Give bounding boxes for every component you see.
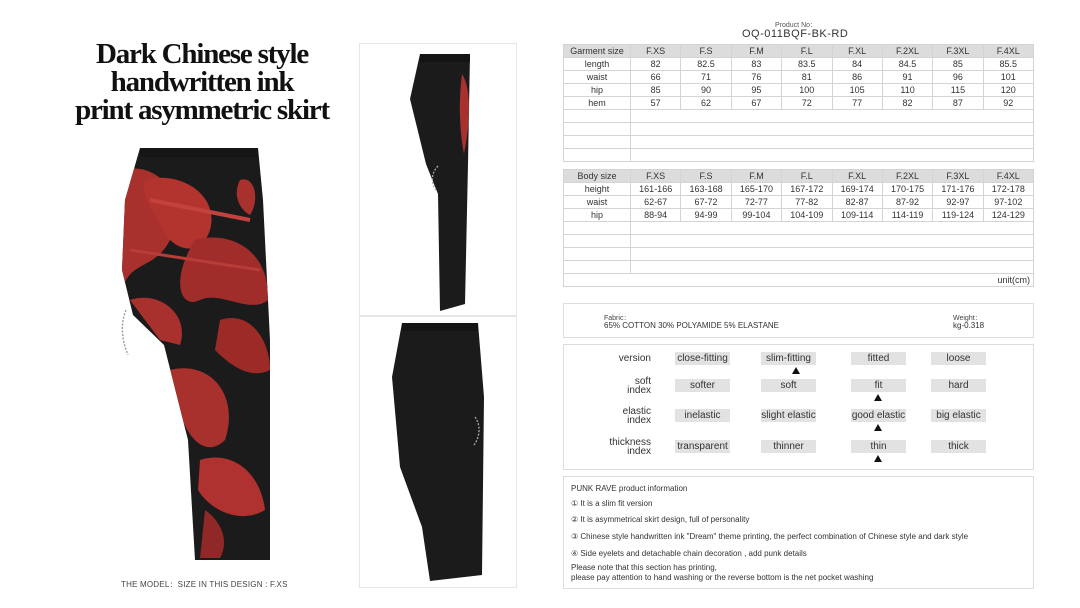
- selected-marker-icon: [874, 394, 882, 401]
- table-cell: 83.5: [782, 58, 832, 71]
- option-chip: soft: [761, 379, 816, 392]
- table-cell: 85: [933, 58, 983, 71]
- option-chip: inelastic: [675, 409, 730, 422]
- table-header-cell: Body size: [564, 170, 631, 183]
- title-line: print asymmetric skirt: [75, 94, 329, 126]
- table-header-cell: F.XL: [832, 170, 882, 183]
- table-cell: 77: [832, 97, 882, 110]
- option-chip: softer: [675, 379, 730, 392]
- table-cell: waist: [564, 196, 631, 209]
- table-cell: 86: [832, 71, 882, 84]
- table-row: [564, 97, 1034, 110]
- table-cell: 62: [681, 97, 731, 110]
- table-header-cell: F.XL: [832, 45, 882, 58]
- table-header-cell: F.L: [782, 45, 832, 58]
- table-cell: 84: [832, 58, 882, 71]
- table-row: [564, 84, 1034, 97]
- table-cell: 172-178: [983, 183, 1033, 196]
- table-header-cell: F.S: [681, 170, 731, 183]
- table-cell: 57: [631, 97, 681, 110]
- side-view-photo: [359, 43, 517, 316]
- table-cell: 88-94: [631, 209, 681, 222]
- table-cell: waist: [564, 71, 631, 84]
- empty-row: [564, 110, 1034, 123]
- selected-marker-icon: [874, 424, 882, 431]
- table-cell: 170-175: [882, 183, 932, 196]
- table-cell: 90: [681, 84, 731, 97]
- table-header-cell: F.XS: [631, 170, 681, 183]
- table-cell: height: [564, 183, 631, 196]
- table-header-row: [564, 45, 1034, 58]
- table-cell: 87-92: [882, 196, 932, 209]
- table-cell: 82-87: [832, 196, 882, 209]
- table-cell: 115: [933, 84, 983, 97]
- table-cell: 94-99: [681, 209, 731, 222]
- table-header-cell: F.L: [782, 170, 832, 183]
- table-header-cell: F.4XL: [983, 170, 1033, 183]
- main-product-photo: [100, 140, 290, 570]
- table-cell: 87: [933, 97, 983, 110]
- info-note: please pay attention to hand washing or the reverse bottom is the net pocket washing: [571, 573, 874, 582]
- table-header-cell: F.S: [681, 45, 731, 58]
- table-cell: 109-114: [832, 209, 882, 222]
- table-cell: 71: [681, 71, 731, 84]
- table-cell: 96: [933, 71, 983, 84]
- info-item: ③ Chinese style handwritten ink "Dream" theme printing, the perfect combination of Chinese style and dark style: [571, 532, 969, 541]
- back-view-photo: [359, 316, 517, 588]
- option-chip: loose: [931, 352, 986, 365]
- fabric-panel: [563, 303, 1034, 338]
- unit-label: unit(cm): [564, 274, 1034, 287]
- product-information-panel: [563, 476, 1034, 589]
- weight-value: kg-0.318: [953, 321, 985, 330]
- table-cell: 67: [731, 97, 781, 110]
- option-chip: thin: [851, 440, 906, 453]
- option-chip: fit: [851, 379, 906, 392]
- title-line: handwritten ink: [110, 66, 294, 98]
- table-cell: 62-67: [631, 196, 681, 209]
- empty-row: [564, 123, 1034, 136]
- empty-row: [564, 222, 1034, 235]
- fabric-label: Fabric：: [604, 315, 631, 322]
- title-line: Dark Chinese style: [95, 38, 308, 70]
- table-cell: 92: [983, 97, 1033, 110]
- table-cell: hip: [564, 209, 631, 222]
- table-cell: 77-82: [782, 196, 832, 209]
- table-header-cell: F.2XL: [882, 170, 932, 183]
- table-cell: 83: [731, 58, 781, 71]
- table-cell: 95: [731, 84, 781, 97]
- empty-row: [564, 136, 1034, 149]
- selected-marker-icon: [874, 455, 882, 462]
- info-note: Please note that this section has printing,: [571, 563, 717, 572]
- info-item: ④ Side eyelets and detachable chain decoration , add punk details: [571, 549, 807, 558]
- attribute-label-version: version: [618, 353, 651, 364]
- info-item: ② It is asymmetrical skirt design, full of personality: [571, 515, 750, 524]
- table-cell: hem: [564, 97, 631, 110]
- table-cell: 104-109: [782, 209, 832, 222]
- table-cell: 119-124: [933, 209, 983, 222]
- product-title: [62, 40, 342, 124]
- body-size-table: [563, 169, 1034, 287]
- fabric-composition: 65% COTTON 30% POLYAMIDE 5% ELASTANE: [604, 321, 780, 330]
- table-row: [564, 196, 1034, 209]
- table-cell: hip: [564, 84, 631, 97]
- table-cell: 72-77: [731, 196, 781, 209]
- option-chip: thick: [931, 440, 986, 453]
- option-chip: slight elastic: [761, 410, 816, 421]
- table-cell: 163-168: [681, 183, 731, 196]
- table-header-cell: F.3XL: [933, 170, 983, 183]
- table-cell: 84.5: [882, 58, 932, 71]
- option-chip: good elastic: [851, 410, 906, 421]
- table-cell: 99-104: [731, 209, 781, 222]
- table-cell: 82: [882, 97, 932, 110]
- product-number-label: Product No：: [775, 22, 818, 29]
- table-row: [564, 209, 1034, 222]
- table-header-cell: Garment size: [564, 45, 631, 58]
- info-item: ① It is a slim fit version: [571, 499, 653, 508]
- info-heading: PUNK RAVE product information: [571, 484, 688, 493]
- table-cell: 105: [832, 84, 882, 97]
- table-cell: 66: [631, 71, 681, 84]
- table-row: [564, 183, 1034, 196]
- table-cell: 165-170: [731, 183, 781, 196]
- table-header-row: [564, 170, 1034, 183]
- table-cell: 114-119: [882, 209, 932, 222]
- table-cell: 81: [782, 71, 832, 84]
- product-number: OQ-011BQF-BK-RD: [742, 28, 849, 40]
- unit-row: [564, 274, 1034, 287]
- table-cell: 120: [983, 84, 1033, 97]
- table-cell: 67-72: [681, 196, 731, 209]
- table-cell: 171-176: [933, 183, 983, 196]
- table-cell: 167-172: [782, 183, 832, 196]
- attribute-label-soft-index: soft index: [627, 376, 651, 396]
- table-row: [564, 58, 1034, 71]
- table-header-cell: F.2XL: [882, 45, 932, 58]
- table-cell: 100: [782, 84, 832, 97]
- table-header-cell: F.M: [731, 45, 781, 58]
- option-chip: transparent: [675, 440, 730, 453]
- option-chip: thinner: [761, 440, 816, 453]
- attribute-label-thickness-index: thickness index: [609, 437, 651, 457]
- table-row: [564, 71, 1034, 84]
- weight-label: Weight：: [953, 315, 982, 322]
- option-chip: hard: [931, 379, 986, 392]
- table-cell: 169-174: [832, 183, 882, 196]
- table-cell: length: [564, 58, 631, 71]
- empty-row: [564, 235, 1034, 248]
- table-cell: 72: [782, 97, 832, 110]
- option-chip: slim-fitting: [761, 352, 816, 365]
- fit-attributes-panel: [563, 344, 1034, 470]
- attribute-label-elastic-index: elastic index: [622, 406, 651, 426]
- empty-row: [564, 248, 1034, 261]
- table-header-cell: F.3XL: [933, 45, 983, 58]
- table-cell: 161-166: [631, 183, 681, 196]
- table-cell: 110: [882, 84, 932, 97]
- table-cell: 85.5: [983, 58, 1033, 71]
- table-cell: 92-97: [933, 196, 983, 209]
- table-cell: 76: [731, 71, 781, 84]
- table-cell: 91: [882, 71, 932, 84]
- model-size-note: THE MODEL：SIZE IN THIS DESIGN : F.XS: [121, 580, 288, 589]
- selected-marker-icon: [792, 367, 800, 374]
- table-cell: 124-129: [983, 209, 1033, 222]
- table-cell: 97-102: [983, 196, 1033, 209]
- empty-row: [564, 261, 1034, 274]
- table-cell: 101: [983, 71, 1033, 84]
- option-chip: close-fitting: [675, 352, 730, 365]
- table-header-cell: F.XS: [631, 45, 681, 58]
- empty-row: [564, 149, 1034, 162]
- table-cell: 82.5: [681, 58, 731, 71]
- table-header-cell: F.4XL: [983, 45, 1033, 58]
- table-cell: 82: [631, 58, 681, 71]
- garment-size-table: [563, 44, 1034, 162]
- option-chip: fitted: [851, 352, 906, 365]
- option-chip: big elastic: [931, 409, 986, 422]
- table-header-cell: F.M: [731, 170, 781, 183]
- table-cell: 85: [631, 84, 681, 97]
